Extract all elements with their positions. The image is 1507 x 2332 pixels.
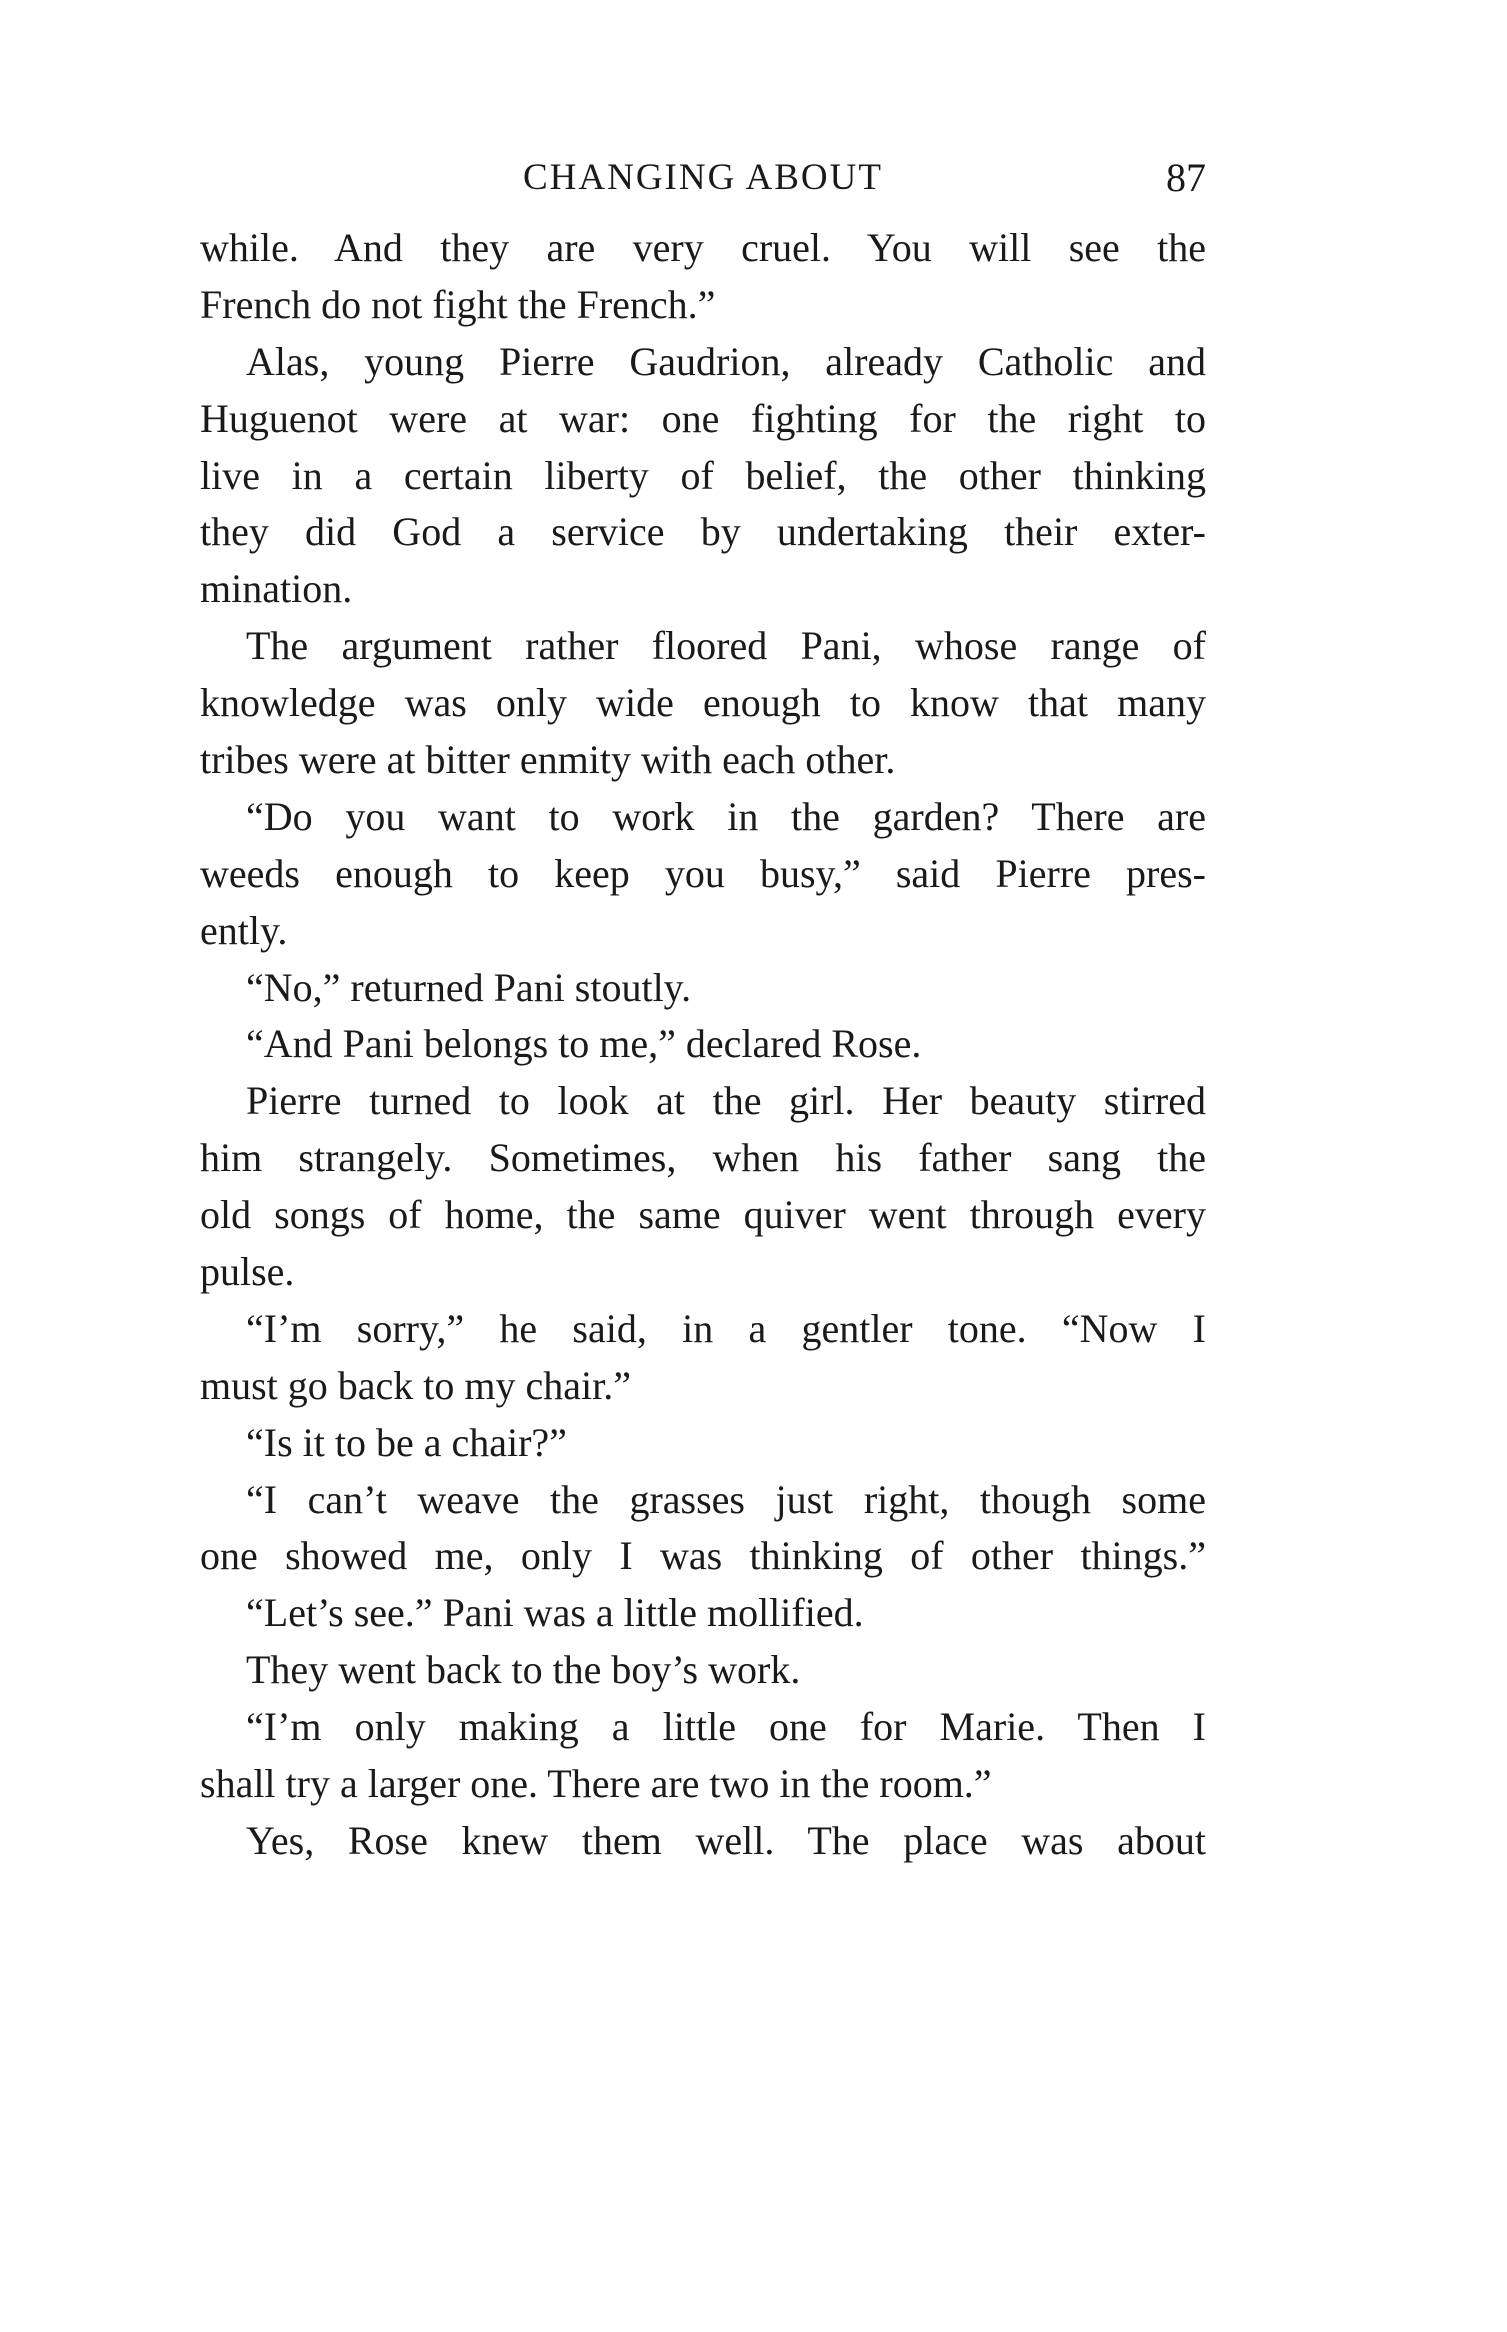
text-line: must go back to my chair.” bbox=[200, 1362, 632, 1408]
text-line: “I can’t weave the grasses just right, though some bbox=[246, 1476, 1206, 1522]
text-line: they did God a service by undertaking their exter- bbox=[200, 509, 1206, 555]
text-line: old songs of home, the same quiver went through every bbox=[200, 1192, 1206, 1238]
text-line: “I’m only making a little one for Marie. Then I bbox=[246, 1704, 1206, 1750]
text-line: knowledge was only wide enough to know that many bbox=[200, 680, 1206, 726]
text-line: “Is it to be a chair?” bbox=[246, 1419, 567, 1465]
text-line: while. And they are very cruel. You will see the bbox=[200, 225, 1206, 270]
text-line: Huguenot were at war: one fighting for the right to bbox=[200, 395, 1206, 441]
page-number: 87 bbox=[1166, 155, 1206, 200]
text-line: “I’m sorry,” he said, in a gentler tone. “Now I bbox=[246, 1305, 1206, 1351]
text-line: They went back to the boy’s work. bbox=[246, 1647, 801, 1693]
page-header bbox=[200, 148, 1206, 208]
text-line: “No,” returned Pani stoutly. bbox=[246, 964, 692, 1010]
text-line: one showed me, only I was thinking of other things.” bbox=[200, 1533, 1206, 1579]
text-line: tribes were at bitter enmity with each other. bbox=[200, 737, 896, 783]
text-line: ently. bbox=[200, 907, 288, 953]
text-line: mination. bbox=[200, 566, 353, 612]
text-line: Alas, young Pierre Gaudrion, already Catholic and bbox=[246, 338, 1206, 384]
text-line: Pierre turned to look at the girl. Her beauty stirred bbox=[246, 1078, 1206, 1124]
text-line: “Do you want to work in the garden? There are bbox=[246, 793, 1206, 839]
text-line: pulse. bbox=[200, 1249, 295, 1295]
running-title: CHANGING ABOUT bbox=[523, 157, 883, 198]
text-line: live in a certain liberty of belief, the other thinking bbox=[200, 452, 1206, 498]
text-line: weeds enough to keep you busy,” said Pierre pres- bbox=[200, 850, 1206, 896]
body-text bbox=[200, 220, 1206, 1870]
text-line: shall try a larger one. There are two in the room.” bbox=[200, 1761, 992, 1807]
text-line: French do not fight the French.” bbox=[200, 281, 716, 327]
text-line: “Let’s see.” Pani was a little mollified. bbox=[246, 1590, 864, 1636]
text-line: “And Pani belongs to me,” declared Rose. bbox=[246, 1021, 922, 1067]
text-line: The argument rather floored Pani, whose range of bbox=[246, 623, 1206, 669]
text-line: Yes, Rose knew them well. The place was about bbox=[246, 1817, 1206, 1863]
text-line: him strangely. Sometimes, when his father sang the bbox=[200, 1135, 1206, 1181]
